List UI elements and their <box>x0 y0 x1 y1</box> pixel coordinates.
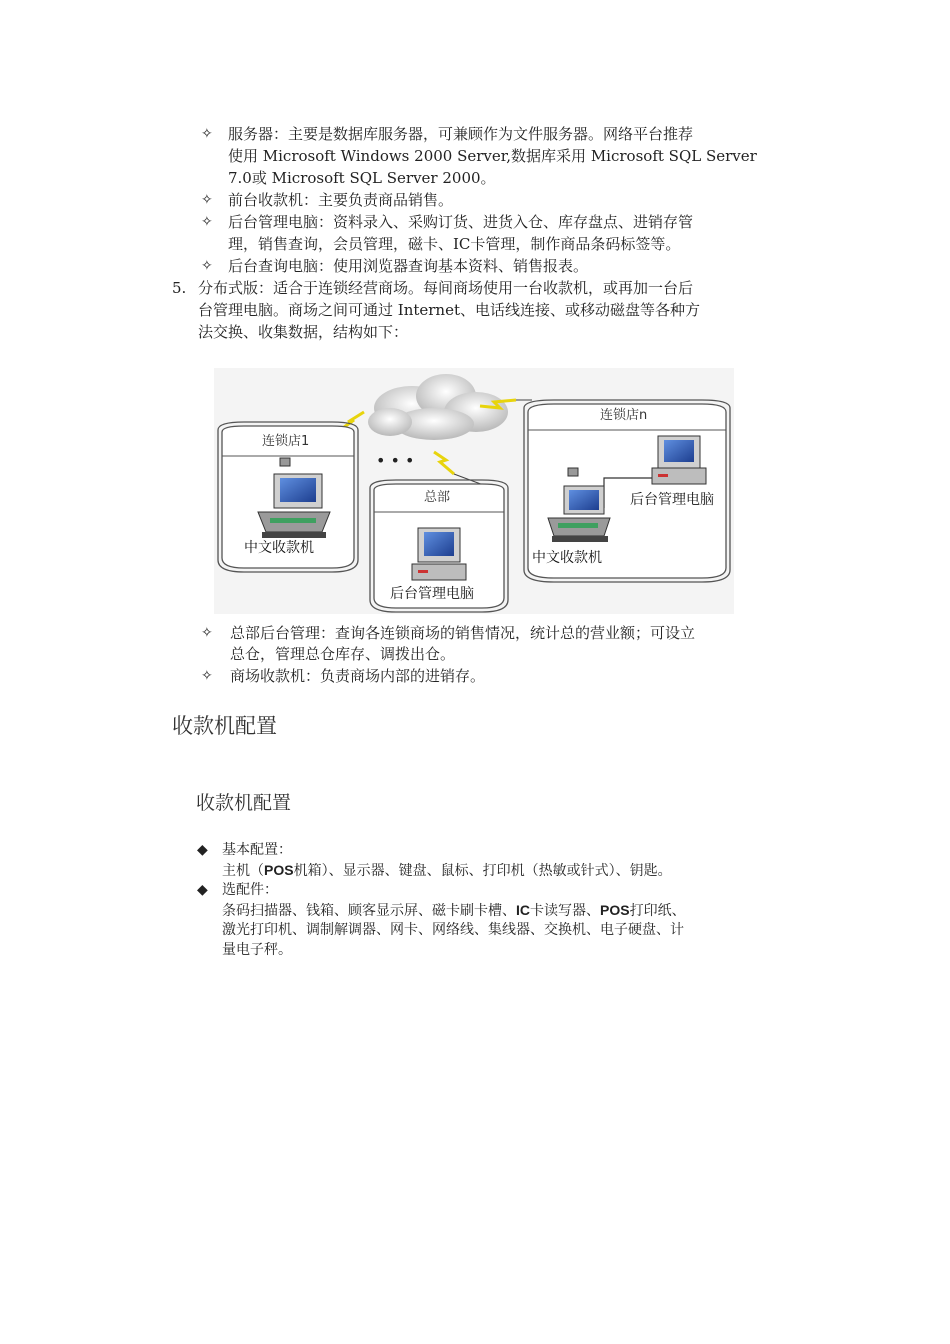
hq-device-label: 后台管理电脑 <box>390 586 474 602</box>
item5-line-3: 法交换、收集数据，结构如下： <box>198 323 409 341</box>
ellipsis-dots: • • • <box>376 451 415 470</box>
hollow-diamond-icon: ✧ <box>201 258 213 274</box>
server-item-line-1: 服务器：主要是数据库服务器，可兼顾作为文件服务器。网络平台推荐 <box>228 125 694 143</box>
hollow-diamond-icon: ✧ <box>201 214 213 230</box>
basic-config-label: 基本配置： <box>222 842 292 858</box>
hollow-diamond-icon: ✧ <box>201 668 213 684</box>
chain-store-network-diagram <box>214 368 734 614</box>
backend-pc-item-line-1: 后台管理电脑：资料录入、采购订货、进货入仓、库存盘点、进销存管 <box>228 213 694 231</box>
section-heading: 收款机配置 <box>172 714 277 738</box>
store1-title: 连锁店1 <box>262 434 310 449</box>
optional-config-line-3: 量电子秤。 <box>222 942 292 958</box>
backend-pc-item-line-2: 理，销售查询，会员管理，磁卡、IC卡管理，制作商品条码标签等。 <box>228 235 681 253</box>
hq-title: 总部 <box>424 490 451 505</box>
desktop-computer-icon <box>412 528 466 580</box>
hq-mgmt-item-line-2: 总仓，管理总仓库存、调拨出仓。 <box>230 645 456 663</box>
storen-pc-label: 后台管理电脑 <box>630 492 714 508</box>
solid-diamond-icon: ◆ <box>197 882 208 898</box>
storen-pos-label: 中文收款机 <box>532 550 602 566</box>
optional-config-label: 选配件： <box>222 882 278 898</box>
item5-line-2: 台管理电脑。商场之间可通过 Internet、电话线连接、或移动磁盘等各种方 <box>198 301 700 319</box>
basic-config-line: 主机（POS机箱）、显示器、键盘、鼠标、打印机（热敏或针式）、钥匙。 <box>222 862 672 879</box>
storen-title: 连锁店n <box>600 408 648 423</box>
hollow-diamond-icon: ✧ <box>201 126 213 142</box>
server-item-line-3: 7.0或 Microsoft SQL Server 2000。 <box>228 169 496 187</box>
solid-diamond-icon: ◆ <box>197 842 208 858</box>
desktop-computer-icon <box>652 436 706 484</box>
optional-config-line-1: 条码扫描器、钱箱、顾客显示屏、磁卡刷卡槽、IC卡读写器、POS打印纸、 <box>222 902 686 919</box>
item5-line-1: 分布式版：适合于连锁经营商场。每间商场使用一台收款机，或再加一台后 <box>198 279 694 297</box>
hollow-diamond-icon: ✧ <box>201 192 213 208</box>
item-number: 5. <box>172 279 187 297</box>
optional-config-line-2: 激光打印机、调制解调器、网卡、网络线、集线器、交换机、电子硬盘、计 <box>222 922 684 938</box>
subsection-heading: 收款机配置 <box>196 792 292 814</box>
store1-device-label: 中文收款机 <box>244 540 314 556</box>
hollow-diamond-icon: ✧ <box>201 625 213 641</box>
front-pos-item: 前台收款机：主要负责商品销售。 <box>228 191 454 209</box>
server-item-line-2: 使用 Microsoft Windows 2000 Server,数据库采用 Microsoft SQL Server <box>228 147 757 165</box>
store-pos-item: 商场收款机：负责商场内部的进销存。 <box>230 667 486 685</box>
hq-mgmt-item-line-1: 总部后台管理：查询各连锁商场的销售情况，统计总的营业额；可设立 <box>230 624 696 642</box>
query-pc-item: 后台查询电脑：使用浏览器查询基本资料、销售报表。 <box>228 257 589 275</box>
